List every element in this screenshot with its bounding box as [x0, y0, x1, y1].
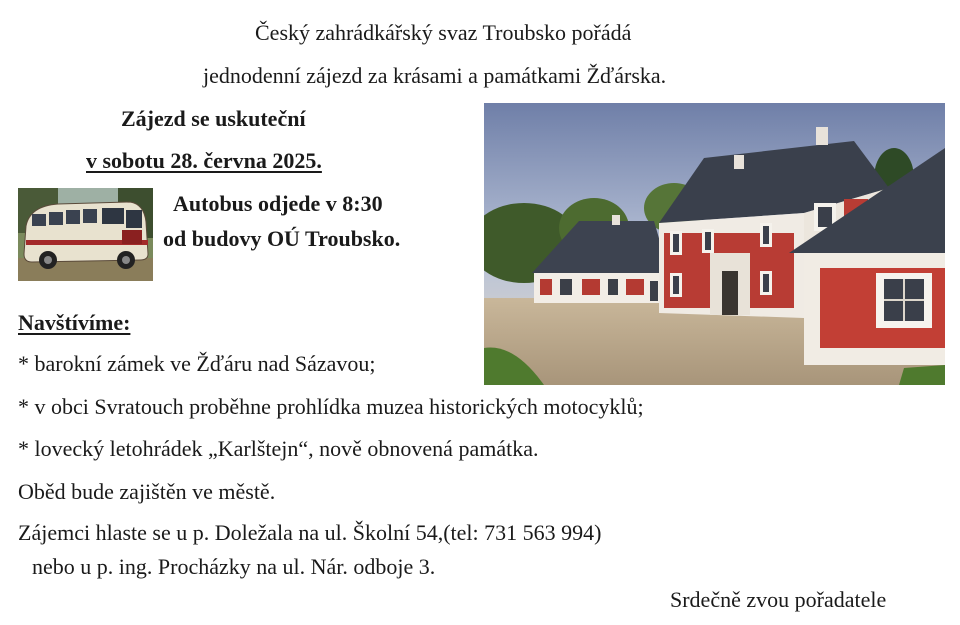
contact-line: nebo u p. ing. Procházky na ul. Nár. odboje 3. — [32, 554, 436, 579]
trip-date — [86, 150, 322, 172]
organizer-line: Český zahrádkářský svaz Troubsko pořádá — [255, 20, 632, 45]
trip-announce: Zájezd se uskuteční — [121, 106, 306, 131]
contact-line: Zájemci hlaste se u p. Doležala na ul. Školní 54,(tel: 731 563 994) — [18, 520, 602, 545]
visit-item: * v obci Svratouch proběhne prohlídka muzea historických motocyklů; — [18, 394, 644, 419]
trip-date-text: v sobotu 28. června 2025. — [86, 148, 322, 173]
visit-item: * barokní zámek ve Žďáru nad Sázavou; — [18, 351, 376, 376]
chateau-photo — [484, 103, 945, 385]
visit-item: * lovecký letohrádek „Karlštejn“, nově obnovená památka. — [18, 436, 539, 461]
lunch-note: Oběd bude zajištěn ve městě. — [18, 479, 276, 504]
visit-heading: Navštívíme: — [18, 310, 131, 335]
departure-time: Autobus odjede v 8:30 — [173, 191, 383, 216]
departure-place: od budovy OÚ Troubsko. — [163, 226, 401, 251]
vintage-bus-photo — [18, 188, 153, 281]
closing-signature: Srdečně zvou pořadatele — [670, 587, 887, 612]
trip-title-line: jednodenní zájezd za krásami a památkami Žďárska. — [203, 63, 667, 88]
